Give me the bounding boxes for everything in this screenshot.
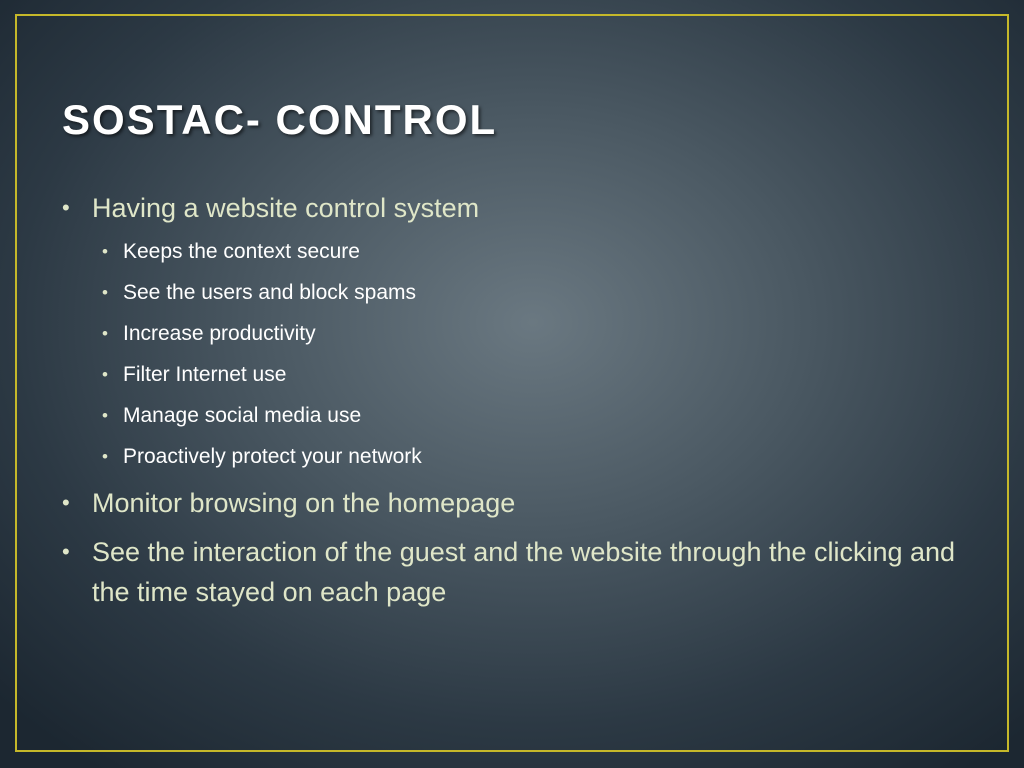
sub-bullet-list <box>60 237 960 472</box>
bullet-item <box>60 188 960 228</box>
bullet-icon: • <box>102 365 108 384</box>
sub-bullet-text: Filter Internet use <box>123 363 287 386</box>
slide-body <box>60 188 960 621</box>
sub-bullet-item <box>60 360 960 390</box>
sub-bullet-text: Manage social media use <box>123 404 362 427</box>
bullet-icon: • <box>102 406 108 425</box>
sub-bullet-item <box>60 237 960 267</box>
bullet-icon: • <box>102 447 108 466</box>
bullet-icon: • <box>62 490 70 515</box>
bullet-item <box>60 483 960 523</box>
sub-bullet-text: See the users and block spams <box>123 281 416 304</box>
sub-bullet-text: Increase productivity <box>123 322 316 345</box>
bullet-text: Having a website control system <box>92 193 480 223</box>
bullet-icon: • <box>102 242 108 261</box>
sub-bullet-item <box>60 442 960 472</box>
bullet-text: See the interaction of the guest and the website through the clicking and the time stayed on each page <box>92 537 956 607</box>
bullet-icon: • <box>102 324 108 343</box>
bullet-icon: • <box>62 539 70 564</box>
bullet-icon: • <box>62 195 70 220</box>
sub-bullet-item <box>60 401 960 431</box>
sub-bullet-item <box>60 319 960 349</box>
bullet-icon: • <box>102 283 108 302</box>
bullet-text: Monitor browsing on the homepage <box>92 488 516 518</box>
slide-title: SOSTAC- CONTROL <box>62 96 498 143</box>
sub-bullet-text: Keeps the context secure <box>123 240 360 263</box>
sub-bullet-text: Proactively protect your network <box>123 445 422 468</box>
bullet-item <box>60 532 960 612</box>
sub-bullet-item <box>60 278 960 308</box>
